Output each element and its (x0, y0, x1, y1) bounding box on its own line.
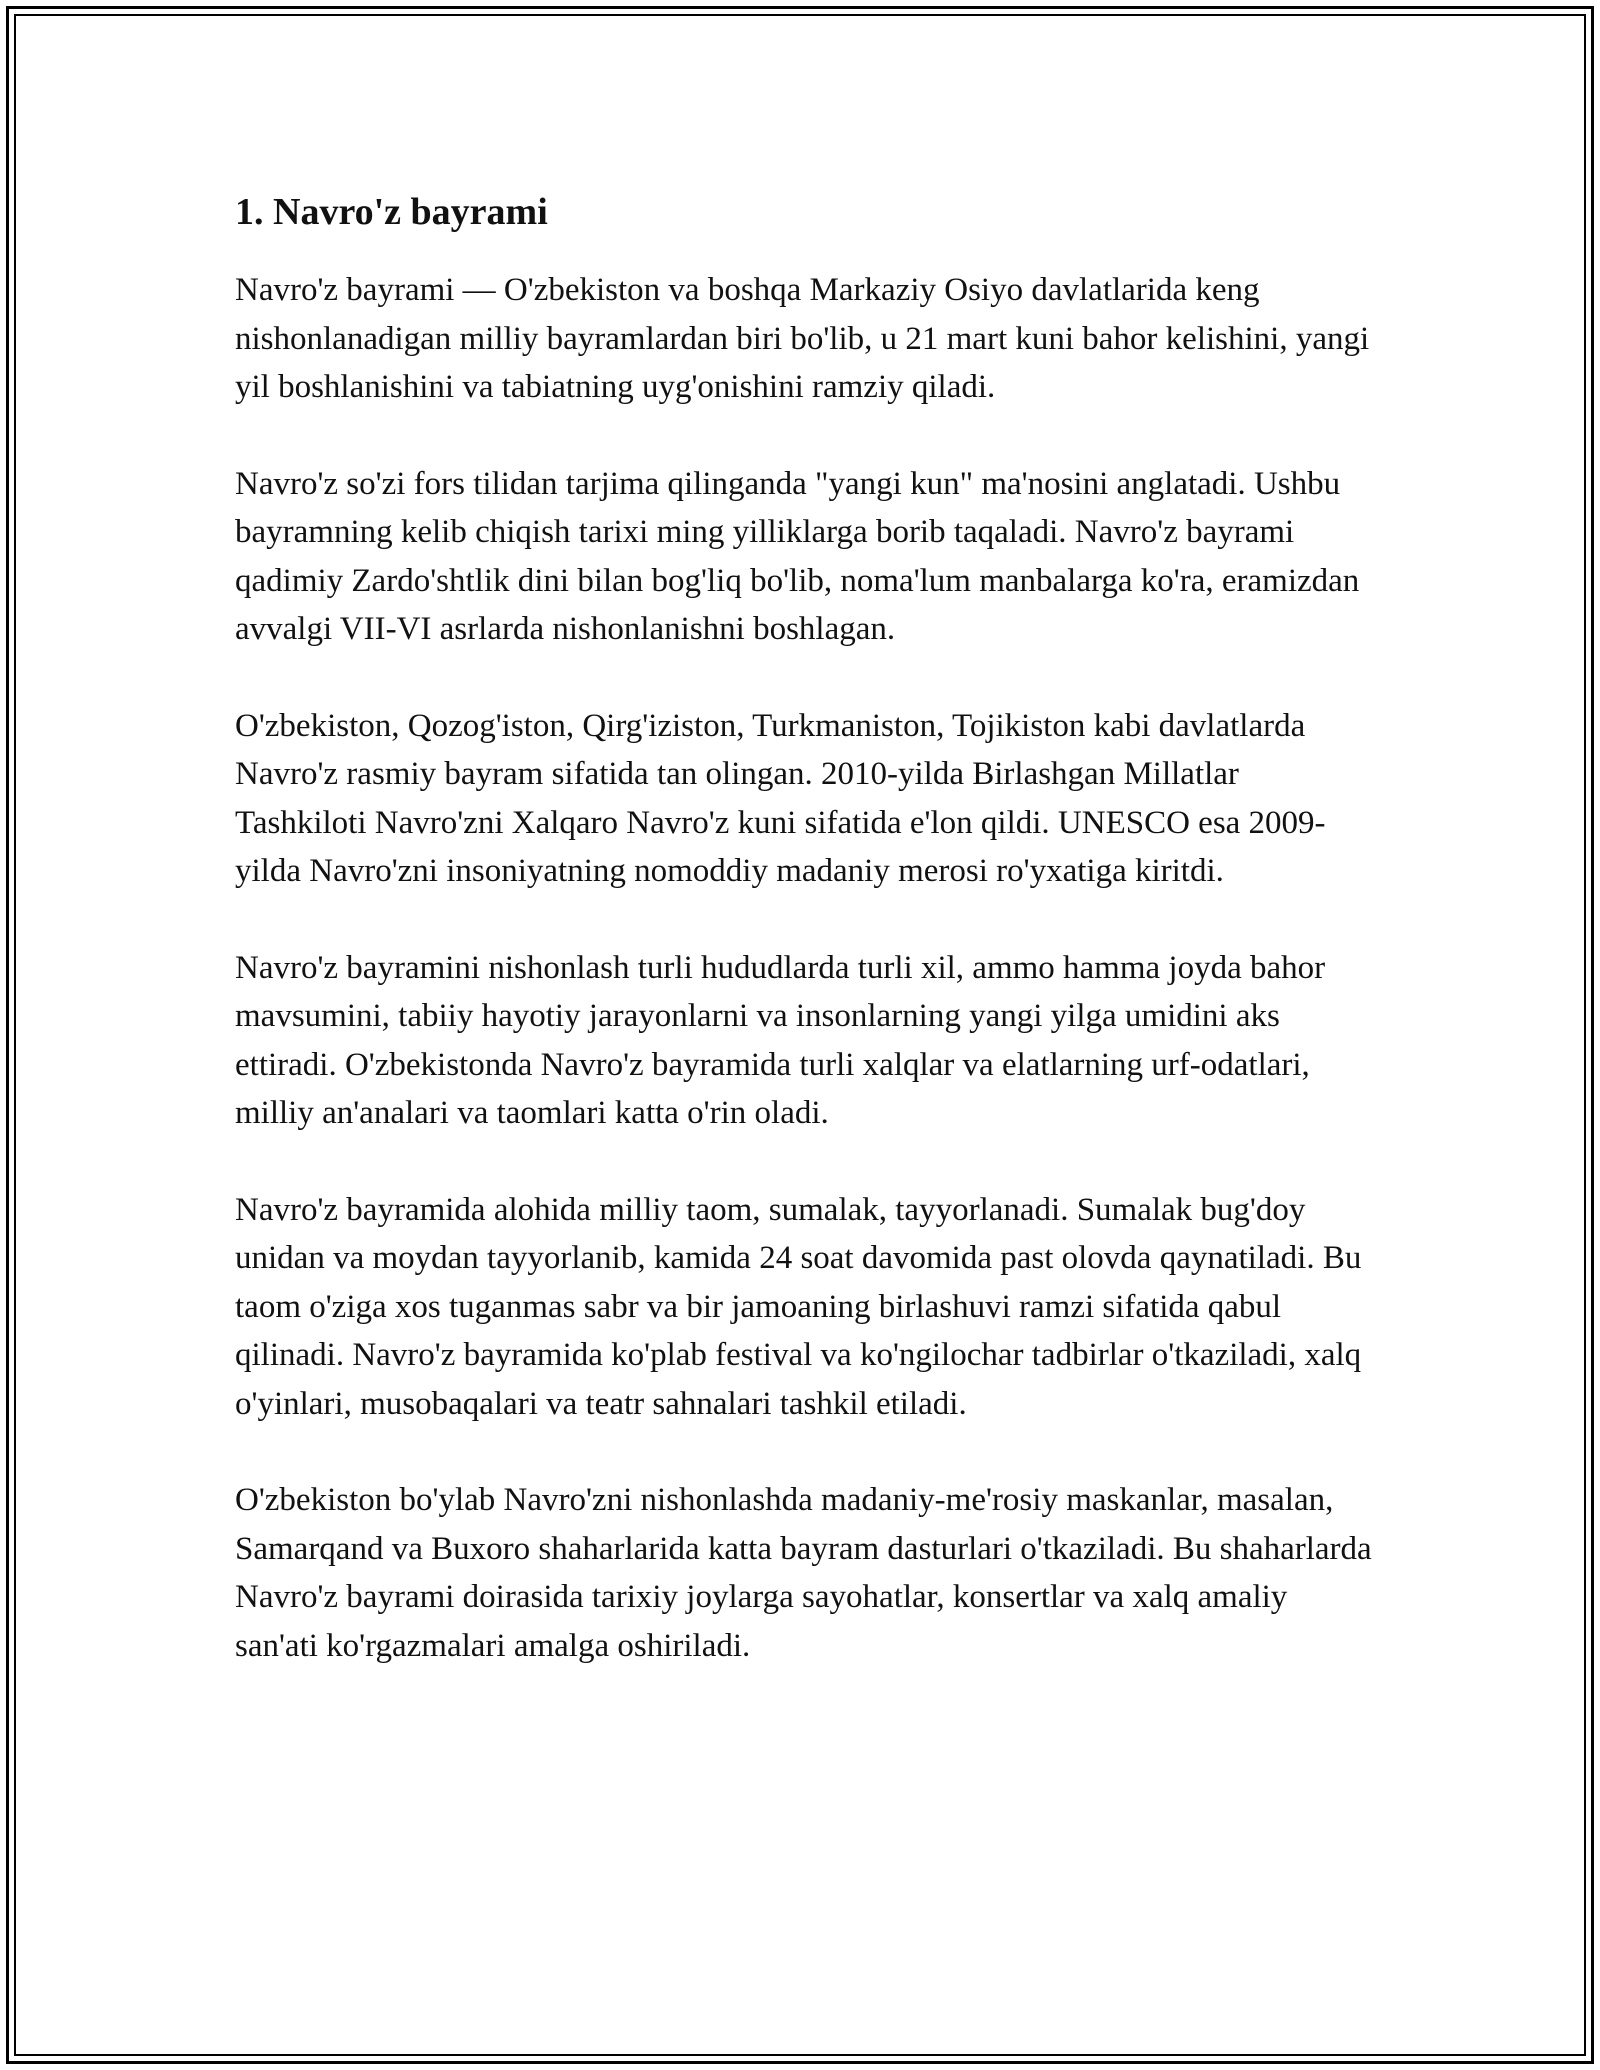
paragraph-intro: Navro'z bayrami — O'zbekiston va boshqa Markaziy Osiyo davlatlarida keng nishonlanadigan milliy bayramlardan biri bo'lib, u 21 mart kuni bahor kelishini, yangi yil boshlanishini va tabiatning uyg'onishini ramziy qiladi. (235, 272, 1370, 405)
paragraph-recognition: O'zbekiston, Qozog'iston, Qirg'iziston, Turkmaniston, Tojikiston kabi davlatlarda Navro'z rasmiy bayram sifatida tan olingan. 2010-yilda Birlashgan Millatlar Tashkiloti Navro'zni Xalqaro Navro'z kuni sifatida e'lon qildi. UNESCO esa 2009-yilda Navro'zni insoniyatning nomoddiy madaniy merosi ro'yxatiga kiritdi. (235, 707, 1326, 889)
paragraph-sumalak: Navro'z bayramida alohida milliy taom, sumalak, tayyorlanadi. Sumalak bug'doy unidan va moydan tayyorlanib, kamida 24 soat davomida past olovda qaynatiladi. Bu taom o'ziga xos tuganmas sabr va bir jamoaning birlashuvi ramzi sifatida qabul qilinadi. Navro'z bayramida ko'plab festival va ko'ngilochar tadbirlar o'tkaziladi, xalq o'yinlari, musobaqalari va teatr sahnalari tashkil etiladi. (235, 1191, 1362, 1422)
paragraph-cities: O'zbekiston bo'ylab Navro'zni nishonlashda madaniy-me'rosiy maskanlar, masalan, Samarqand va Buxoro shaharlarida katta bayram dasturlari o'tkaziladi. Bu shaharlarda Navro'z bayrami doirasida tarixiy joylarga sayohatlar, konsertlar va xalq amaliy san'ati ko'rgazmalari amalga oshiriladi. (235, 1482, 1372, 1664)
paragraph-history: Navro'z so'zi fors tilidan tarjima qilinganda "yangi kun" ma'nosini anglatadi. Ushbu bayramning kelib chiqish tarixi ming yilliklarga borib taqaladi. Navro'z bayrami qadimiy Zardo'shtlik dini bilan bog'liq bo'lib, noma'lum manbalarga ko'ra, eramizdan avvalgi VII-VI asrlarda nishonlanishni boshlagan. (235, 465, 1360, 647)
paragraph-celebration: Navro'z bayramini nishonlash turli hududlarda turli xil, ammo hamma joyda bahor mavsumini, tabiiy hayotiy jarayonlarni va insonlarning yangi yilga umidini aks ettiradi. O'zbekistonda Navro'z bayramida turli xalqlar va elatlarning urf-odatlari, milliy an'analari va taomlari katta o'rin oladi. (235, 949, 1326, 1131)
document-title: 1. Navro'z bayrami (235, 191, 548, 233)
document-body (235, 186, 1375, 1670)
